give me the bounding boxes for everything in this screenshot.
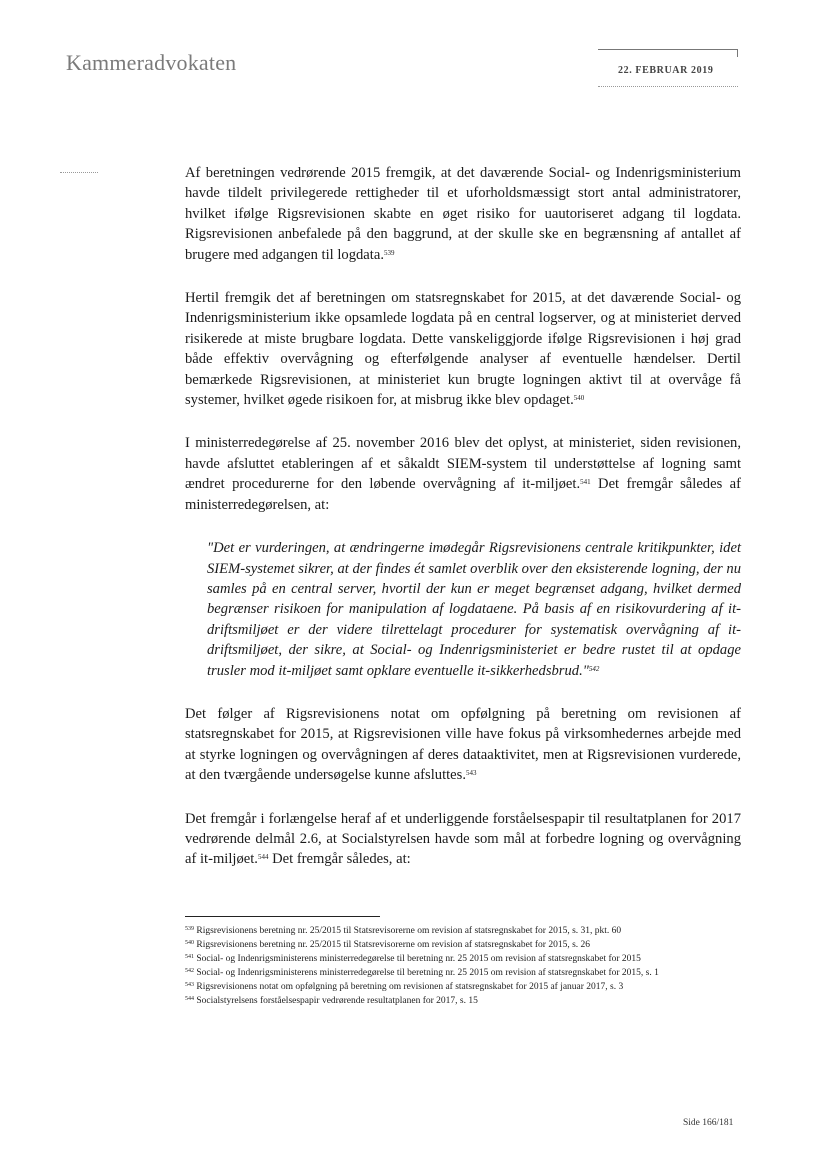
date-box-bottom-rule [598,86,738,87]
paragraph-4: Det følger af Rigsrevisionens notat om opfølgning på beretning om revisionen af statsregnskabet for 2015, at Rigsrevisionen ville have fokus på virksomhedernes arbejde med at styrke logningen og overvågningen af deres dataaktivitet, men at Rigsrevisionen vurderede, at den tværgående undersøgelse kunne afsluttes.$^{543}$ [185,705,741,784]
logo: Kammeradvokaten [66,50,237,75]
footnote-ref[interactable]: 539 [383,248,395,257]
footnote-ref[interactable]: 542 [588,664,600,673]
document-body [185,163,741,893]
footnotes [185,924,745,1008]
page-number: Side 166/181 [683,1118,734,1128]
footnote-item: $^{543}$ Rigsrevisionens notat om opfølgning på beretning om revisionen af statsregnskabet for 2015 af januar 2017, s. 3 [185,982,624,992]
date-box [598,49,738,87]
footnote-ref[interactable]: 544 [257,853,269,862]
footnote-item: $^{541}$ Social- og Indenrigsministerens ministerredegørelse til beretning nr. 25 2015 om revision af statsregnskabet for 2015 [185,954,641,964]
document-date: 22. FEBRUAR 2019 [618,65,714,76]
footnote-ref[interactable]: 543 [466,769,477,778]
footnote-ref[interactable]: 541 [580,478,591,487]
footnote-item: $^{544}$ Socialstyrelsens forståelsespapir vedrørende resultatplanen for 2017, s. 15 [185,996,478,1006]
paragraph-2: Hertil fremgik det af beretningen om statsregnskabet for 2015, at det daværende Social- og Indenrigsministerium ikke opsamlede logdata på en central logserver, og at ministeriet derved risikerede at miste brugbare logdata. Dette vanskeliggjorde ifølge Rigsrevisionen i høj grad både effektiv overvågning og efterfølgende analyser af eventuelle hændelser. Dertil bemærkede Rigsrevisionen, at ministeriet kun brugte logningen aktivt til at overvåge få systemer, hvilket øgede risikoen for, at misbrug ikke blev opdaget.$^{540}$ [185,290,741,409]
date-box-top-rule [598,49,738,50]
margin-mark [60,172,98,173]
footnote-item: $^{542}$ Social- og Indenrigsministerens ministerredegørelse til beretning nr. 25 2015 om revision af statsregnskabet for 2015, s. 1 [185,968,659,978]
block-quote: "Det er vurderingen, at ændringerne imødegår Rigsrevisionens centrale kritikpunkter, idet SIEM-systemet sikrer, at der findes ét samlet overblik over den eksisterende logning, der nu samles på en central server, hvortil der kun er meget begrænset adgang, hvilket dermed begrænser risikoen for manipulation af logdataene. På basis af en risikovurdering af it-driftsmiljøet er der videre tilrettelagt procedurer for systematisk overvågning af it-driftsmiljøet, der sikre, at Social- og Indenrigsministeriet er bedre rustet til at opdage trusler mod it-miljøet samt opklare eventuelle it-sikkerhedsbrud."$^{542}$ [207,540,741,679]
date-box-tick [737,49,738,57]
paragraph-1: Af beretningen vedrørende 2015 fremgik, at det daværende Social- og Indenrigsministerium havde tildelt privilegerede rettigheder til et uforholdsmæssigt stort antal administratorer, hvilket ifølge Rigsrevisionen skabte en øget risiko for uautoriseret adgang til logdata. Rigsrevisionen anbefalede på den baggrund, at der skulle ske en begrænsning af antallet af brugere med adgangen til logdata.$^{539}$ [185,165,741,263]
footnote-ref[interactable]: 540 [573,394,585,403]
footnote-rule [185,916,380,917]
footnote-item: $^{539}$ Rigsrevisionens beretning nr. 25/2015 til Statsrevisorerne om revision af statsregnskabet for 2015, s. 31, pkt. 60 [185,926,622,936]
paragraph-3: I ministerredegørelse af 25. november 2016 blev det oplyst, at ministeriet, siden revisionen, havde afsluttet etableringen af et såkaldt SIEM-system til understøttelse af logning samt ændret procedurerne for den løbende overvågning af it-miljøet.$^{541}$ Det fremgår således af ministerredegørelsen, at: [185,435,742,513]
paragraph-5: Det fremgår i forlængelse heraf af et underliggende forståelsespapir til resultatplanen for 2017 vedrørende delmål 2.6, at Socialstyrelsen havde som mål at forbedre logning og overvågning af it-miljøet.$^{544}$ Det fremgår således, at: [185,810,741,868]
footnote-item: $^{540}$ Rigsrevisionens beretning nr. 25/2015 til Statsrevisorerne om revision af statsregnskabet for 2015, s. 26 [185,940,591,950]
